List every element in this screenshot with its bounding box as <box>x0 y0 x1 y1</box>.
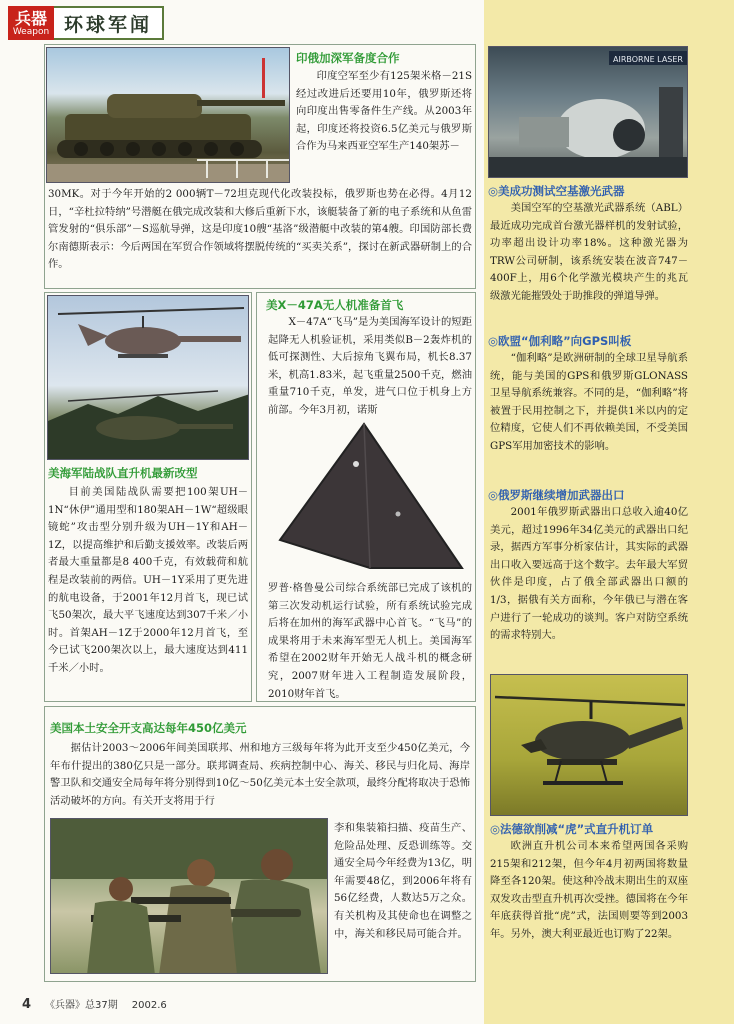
weapon-logo <box>8 6 54 40</box>
laser-lab-photo <box>488 46 688 178</box>
article-text-x47-1: X－47A“飞马”是为美国海军设计的短距起降无人机验证机，采用类似B－2轰炸机的低可探测性、大后掠角飞翼布局，机长8.37米，机高1.83米，起飞重量2500千克，燃油重量710千克，单发，进气口位于机身上方前部。今年3月初，诺斯 <box>268 316 472 416</box>
logo-title: 兵器 <box>14 8 47 28</box>
article-title-tiger: ◎法德欲削减“虎”式直升机订单 <box>490 822 654 836</box>
tank-icon <box>47 48 290 183</box>
article-text-homeland-2: 李和集装箱扫描、疫苗生产、危险品处理、反恐训练等。交通安全局今年经费为13亿，明年需要48亿，到2006年将有56亿经费，人数达5万之众。有关机构及其使命也在调整之中，海关和移民局可能合并。 <box>334 822 472 940</box>
article-title-galileo: ◎欧盟“伽利略”向GPS叫板 <box>488 334 632 348</box>
page-number: 4 <box>22 997 32 1012</box>
logo-subtitle: Weapon <box>12 26 50 37</box>
tiger-helicopter-photo <box>490 674 688 816</box>
article-title-homeland: 美国本土安全开支高达每年450亿美元 <box>50 721 247 735</box>
tiger-icon <box>491 675 688 816</box>
article-text-russia: 2001年俄罗斯武器出口总收入逾40亿美元，超过1996年34亿美元的武器出口纪录，据西方军事分析家估计，其实际的武器出口收入要远高于这个数字。去年最大军贸伙伴是印度，占了俄全部武器出口额的1/3，据俄有关方面称，今年俄已与潜在客户进行了一轮成功的谈判。客户对防空系统的需求特别大。 <box>490 506 688 642</box>
article-text-heli: 目前美国陆战队需要把100架UH－1N“休伊”通用型和180架AH－1W“超级眼镜蛇”攻击型分别升级为UH－1Y和AH－1Z，以提高维护和后勤支援效率。改装后两者最大重量都是8 400千克，有效载荷和航程是改装前的两倍。UH－1Y采用了更先进的航电设备，于2001年12月首飞，现已试飞50架次，最大平飞速度达到307千米／小时。首架AH－1Z于2000年12月首飞，至今已试飞200架次以上，最大速度达到411千米／小时。 <box>48 486 248 674</box>
article-title-russia: ◎俄罗斯继续增加武器出口 <box>488 488 625 502</box>
page-header <box>8 6 164 40</box>
article-text-india-2: 30MK。对于今年开始的2 000辆T－72坦克现代化改装投标，俄罗斯也势在必得。4月12日，“辛杜拉特纳”号潜艇在俄完成改装和大修后重新下水，该艇装备了新的电子系统和从鱼雷管发射的“俱乐部”－S巡航导弹，这是印度10艘“基洛”级潜艇中改装的第4艘。印国防部长费尔南德斯表示：今后两国在军贸合作领域将摆脱传统的“买卖关系”，探讨在新武器研制上的合作。 <box>48 188 472 271</box>
soldiers-icon <box>51 819 328 974</box>
page-footer <box>22 996 167 1012</box>
soldiers-photo <box>50 818 328 974</box>
article-text-abl: 美国空军的空基激光武器系统（ABL）最近成功完成首台激光器样机的发射试验，功率超出设计功率18%。这种激光器为TRW公司研制，该系统安装在波音747－400F上，用6个化学激光模块产生的兆瓦级激光能摧毁处于助推段的弹道导弹。 <box>490 202 688 302</box>
issue-date: 2002.6 <box>131 1000 167 1011</box>
article-title-heli: 美海军陆战队直升机最新改型 <box>48 466 198 480</box>
journal-issue: 《兵器》总37期 <box>45 1000 118 1011</box>
tank-photo <box>46 47 290 183</box>
article-text-galileo: “伽利略”是欧洲研制的全球卫星导航系统，能与美国的GPS和俄罗斯GLONASS卫星导航系统兼容。不同的是，“伽利略”将被置于民用控制之下，并提供1米以内的定位精度，它使人们不再依赖美国，不受美国GPS军用加密技术的影响。 <box>490 352 688 452</box>
abl-banner-text: AIRBORNE LASER <box>613 55 683 64</box>
laser-icon <box>489 47 688 178</box>
helicopter-icon <box>48 296 249 460</box>
helicopter-photo <box>47 295 249 460</box>
drone-icon <box>272 418 468 580</box>
x47-drone-photo <box>272 418 468 580</box>
article-text-tiger: 欧洲直升机公司本来希望两国各采购215架和212架，但今年4月初两国将数量降至各120架。使这种冷战末期出生的双座双发攻击型直升机再次受挫。德国将在今年年底获得首批“虎”式，法国则要等到2003年。另外，澳大利亚最近也订购了22架。 <box>490 840 688 940</box>
article-text-india-1: 印度空军至少有125架米格－21S经过改进后还要用10年，俄罗斯还将向印度出售零备件生产线。从2003年起，印度还将投资6.5亿美元与俄罗斯合作为马来西亚空军生产140架苏－ <box>296 70 472 153</box>
article-title-abl: ◎美成功测试空基激光武器 <box>488 184 625 198</box>
article-title-x47: 美X－47A无人机准备首飞 <box>266 298 404 312</box>
article-text-homeland-1: 据估计2003～2006年间美国联邦、州和地方三级每年将为此开支至少450亿美元，今年布什提出的380亿只是一部分。联邦调查局、疾病控制中心、海关、移民与归化局、海岸警卫队和交通安全局每年将分别得到10亿～50亿美元本土安全款项，最终分配将取决于恐怖活动破坏的方向。有关开支将用于行 <box>50 742 470 807</box>
article-title-india: 印俄加深军备度合作 <box>296 51 400 65</box>
section-title: 环球军闻 <box>54 6 164 40</box>
article-text-x47-2: 罗普·格鲁曼公司综合系统部已完成了该机的第三次发动机运行试验，所有系统试验完成后将在加州的海军武器中心首飞。“飞马”的成果将用于未来海军型无人机上。美国海军希望在2002财年开始无人战斗机的概念研究，2007财年进入工程制造发展阶段，2010财年首飞。 <box>268 582 472 700</box>
